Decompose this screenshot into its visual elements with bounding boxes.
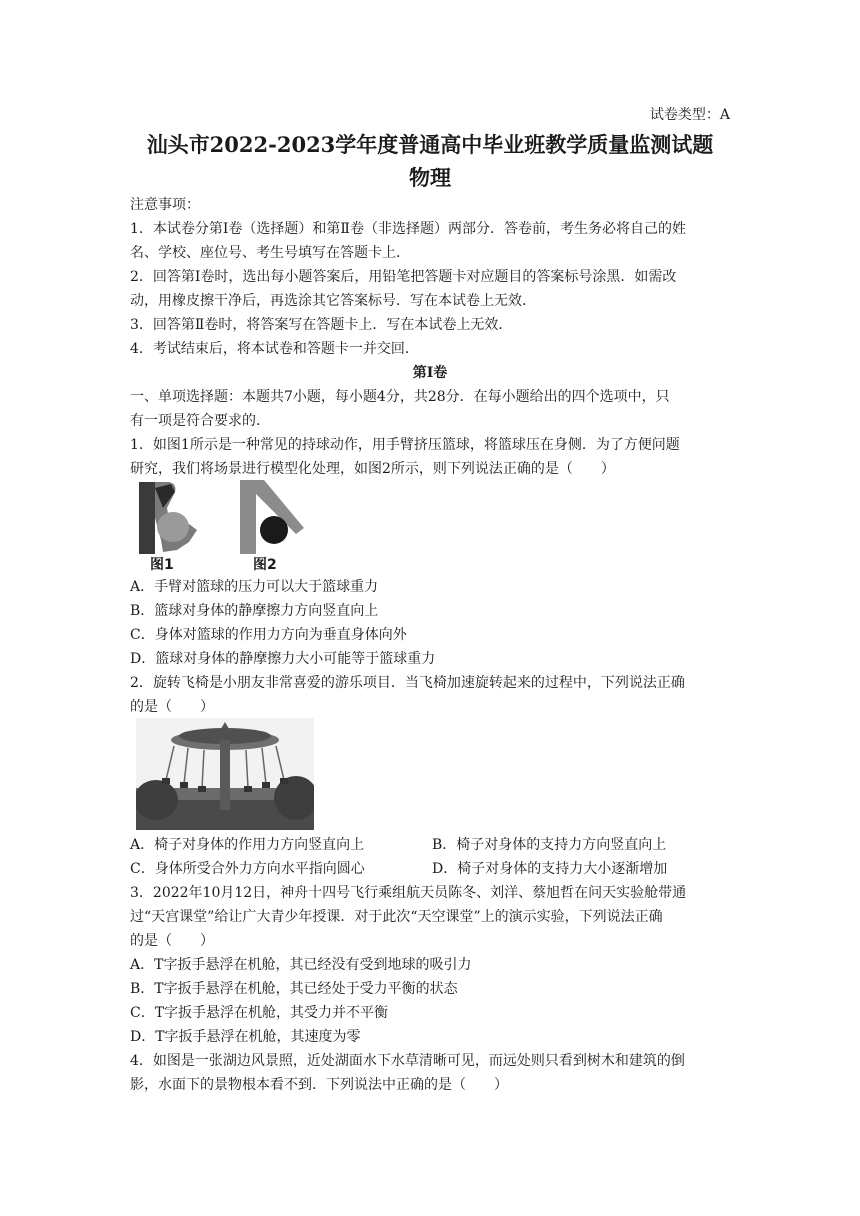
question-stem: 3．2022年10月12日，神舟十四号飞行乘组航天员陈冬、刘洋、蔡旭哲在问天实验舱带通 — [130, 885, 687, 901]
question-stem: 1．如图1所示是一种常见的持球动作，用手臂挤压篮球，将篮球压在身侧．为了方便问题 — [130, 437, 680, 453]
section-intro: 一、单项选择题：本题共7小题，每小题4分，共28分．在每小题给出的四个选项中，只 — [130, 389, 670, 405]
notice-line: 1．本试卷分第Ⅰ卷（选择题）和第Ⅱ卷（非选择题）两部分．答卷前，考生务必将自己的姓 — [130, 221, 686, 237]
notice-heading: 注意事项： — [130, 197, 200, 213]
option-c: C．身体所受合外力方向水平指向圆心 — [130, 861, 365, 877]
option-d: D．篮球对身体的静摩擦力大小可能等于篮球重力 — [130, 651, 436, 667]
exam-type-label: 试卷类型：A — [649, 107, 730, 123]
section-intro: 有一项是符合要求的． — [130, 413, 270, 429]
option-a: A．T字扳手悬浮在机舱，其已经没有受到地球的吸引力 — [130, 957, 472, 973]
question-stem: 研究，我们将场景进行模型化处理，如图2所示，则下列说法正确的是（ ） — [130, 461, 615, 477]
option-b: B．椅子对身体的支持力方向竖直向上 — [432, 837, 667, 853]
option-d: D．T字扳手悬浮在机舱，其速度为零 — [130, 1029, 361, 1045]
option-a: A．手臂对篮球的压力可以大于篮球重力 — [130, 579, 379, 595]
notice-line: 2．回答第Ⅰ卷时，选出每小题答案后，用铅笔把答题卡对应题目的答案标号涂黑．如需改 — [130, 269, 677, 285]
figure-1-label: 图1 — [150, 557, 174, 573]
question-stem: 过“天宫课堂”给让广大青少年授课．对于此次“天空课堂”上的演示实验，下列说法正确 — [130, 909, 663, 925]
figure-2-model — [238, 478, 306, 556]
option-b: B．T字扳手悬浮在机舱，其已经处于受力平衡的状态 — [130, 981, 458, 997]
question-stem: 的是（ ） — [130, 699, 214, 715]
notice-line: 动，用橡皮擦干净后，再选涂其它答案标号．写在本试卷上无效． — [130, 293, 536, 309]
question-stem: 2．旋转飞椅是小朋友非常喜爱的游乐项目．当飞椅加速旋转起来的过程中，下列说法正确 — [130, 675, 685, 691]
notice-line: 名、学校、座位号、考生号填写在答题卡上． — [130, 245, 410, 261]
section-title: 第Ⅰ卷 — [412, 365, 448, 381]
option-d: D．椅子对身体的支持力大小逐渐增加 — [432, 861, 668, 877]
question-stem: 的是（ ） — [130, 933, 214, 949]
notice-line: 3．回答第Ⅱ卷时，将答案写在答题卡上．写在本试卷上无效． — [130, 317, 513, 333]
swing-ride-photo — [136, 718, 314, 830]
question-stem: 影，水面下的景物根本看不到．下列说法中正确的是（ ） — [130, 1077, 508, 1093]
option-c: C．T字扳手悬浮在机舱，其受力并不平衡 — [130, 1005, 389, 1021]
subject-title: 物理 — [409, 165, 451, 190]
question-stem: 4．如图是一张湖边风景照，近处湖面水下水草清晰可见，而远处则只看到树木和建筑的倒 — [130, 1053, 685, 1069]
notice-line: 4．考试结束后，将本试卷和答题卡一并交回． — [130, 341, 419, 357]
exam-title: 汕头市2022-2023学年度普通高中毕业班教学质量监测试题 — [146, 132, 714, 157]
option-b: B．篮球对身体的静摩擦力方向竖直向上 — [130, 603, 379, 619]
option-c: C．身体对篮球的作用力方向为垂直身体向外 — [130, 627, 407, 643]
option-a: A．椅子对身体的作用力方向竖直向上 — [130, 837, 365, 853]
figure-2-label: 图2 — [253, 557, 277, 573]
